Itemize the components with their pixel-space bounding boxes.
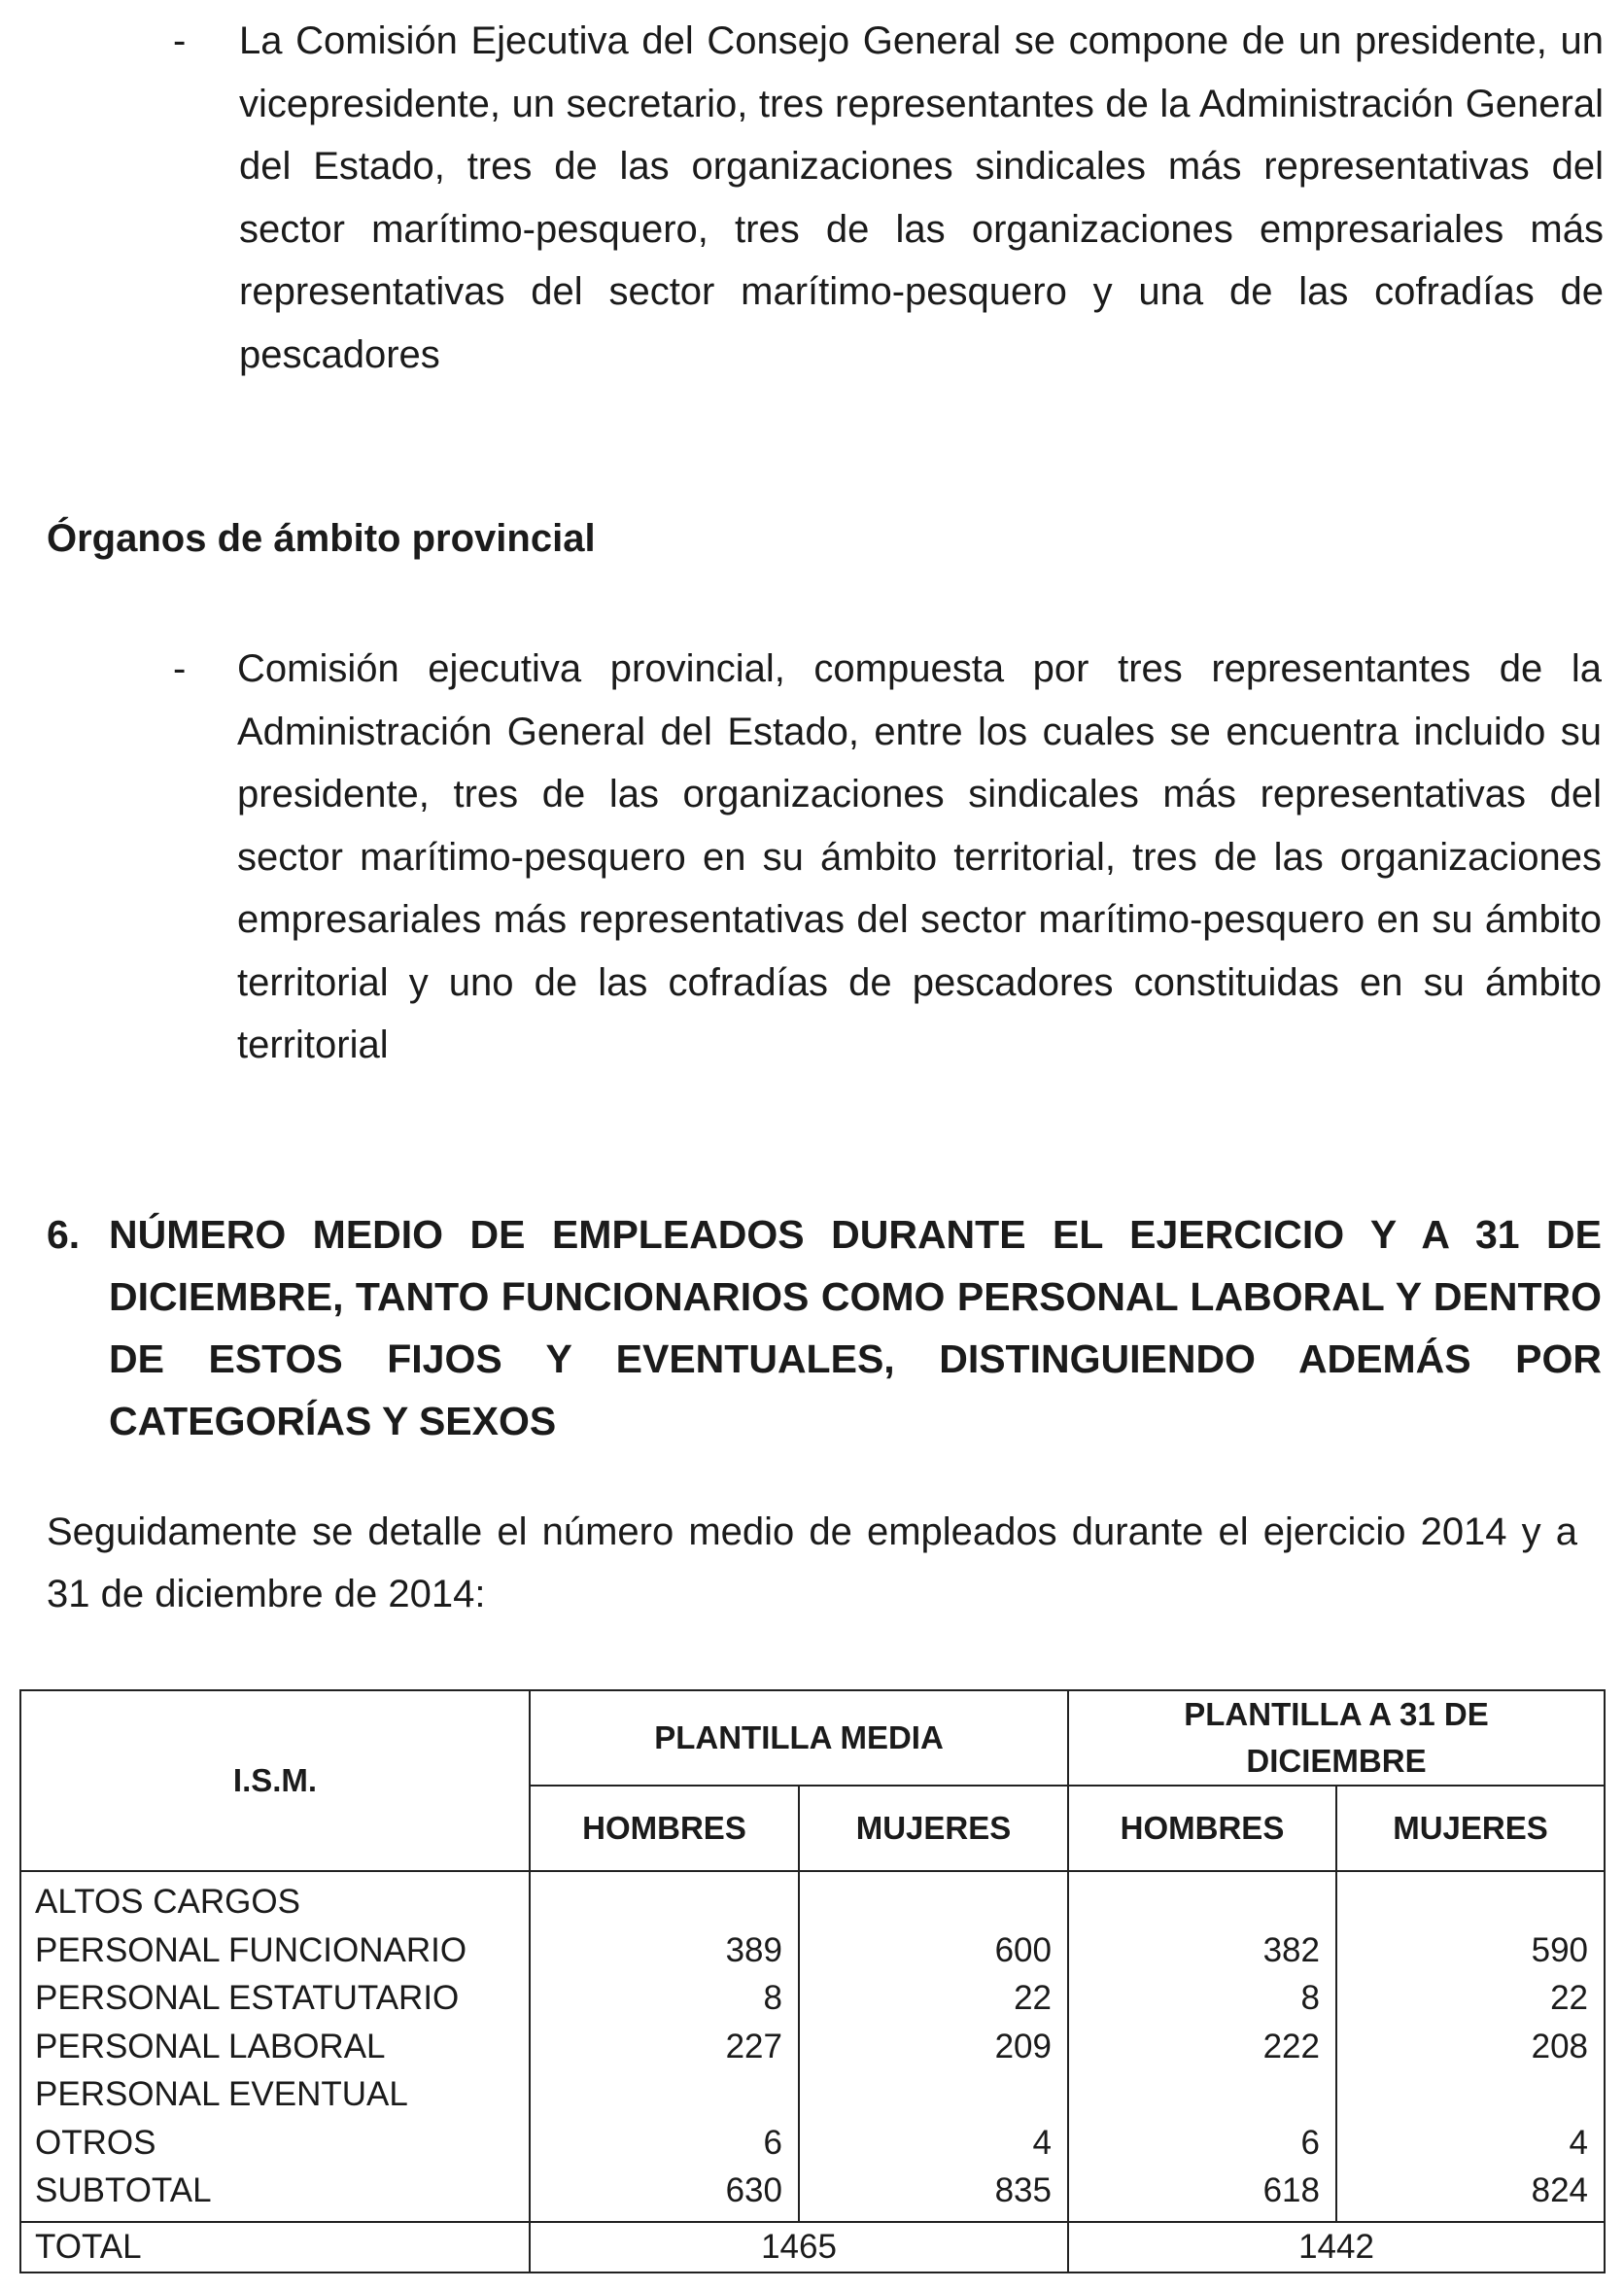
header-plantilla-dic: PLANTILLA A 31 DE DICIEMBRE	[1068, 1690, 1605, 1786]
section-heading-provincial: Órganos de ámbito provincial	[47, 517, 596, 560]
cell-value	[1069, 2070, 1320, 2119]
cell-value: 824	[1531, 2171, 1589, 2209]
row-label: SUBTOTAL	[35, 2171, 212, 2209]
cell-value	[1069, 1878, 1320, 1926]
header-plantilla-media: PLANTILLA MEDIA	[530, 1690, 1068, 1786]
row-label: PERSONAL ESTATUTARIO	[35, 1979, 460, 2017]
cell-value	[531, 2070, 782, 2119]
cell-value: 6	[1300, 2123, 1320, 2162]
cell-value: 4	[1569, 2123, 1589, 2162]
cell-value	[1337, 2070, 1588, 2119]
row-label: PERSONAL LABORAL	[35, 2027, 386, 2065]
total-dic: 1442	[1068, 2222, 1605, 2273]
header-dic-hombres: HOMBRES	[1068, 1786, 1336, 1871]
cell-value: 22	[1550, 1979, 1589, 2017]
col-media-hombres	[530, 1871, 799, 2222]
col-labels	[20, 1871, 530, 2222]
cell-value: 227	[725, 2027, 782, 2065]
bullet-dash: -	[173, 647, 187, 690]
cell-value: 8	[763, 1979, 782, 2017]
table-body-row	[20, 1871, 1605, 2222]
cell-value: 6	[763, 2123, 782, 2162]
cell-value	[800, 1878, 1052, 1926]
col-dic-hombres	[1068, 1871, 1336, 2222]
row-label: PERSONAL FUNCIONARIO	[35, 1930, 467, 1969]
cell-value: 22	[1014, 1979, 1052, 2017]
row-label: PERSONAL EVENTUAL	[35, 2075, 408, 2113]
total-label: TOTAL	[20, 2222, 530, 2273]
row-label: OTROS	[35, 2123, 156, 2162]
cell-value: 630	[725, 2171, 782, 2209]
cell-value: 8	[1300, 1979, 1320, 2017]
header-ism: I.S.M.	[20, 1690, 530, 1871]
section-title: NÚMERO MEDIO DE EMPLEADOS DURANTE EL EJERCICIO Y A 31 DE DICIEMBRE, TANTO FUNCIONARIOS COMO PERSONAL LABORAL Y DENTRO DE ESTOS FIJOS Y EVENTUALES, DISTINGUIENDO ADEMÁS POR CATEGORÍAS Y SEXOS	[109, 1212, 1602, 1443]
col-dic-mujeres	[1336, 1871, 1605, 2222]
row-label: ALTOS CARGOS	[35, 1883, 300, 1921]
bullet-text: Comisión ejecutiva provincial, compuesta por tres representantes de la Administración General del Estado, entre los cuales se encuentra incluido su presidente, tres de las organizaciones sindicales más representativas del sector marítimo-pesquero en su ámbito territorial, tres de las organizaciones empresariales más representativas del sector marítimo-pesquero en su ámbito territorial y uno de las cofradías de pescadores constituidas en su ámbito territorial	[237, 647, 1602, 1066]
bullet-text: La Comisión Ejecutiva del Consejo General se compone de un presidente, un vicepresidente, un secretario, tres representantes de la Administración General del Estado, tres de las organizaciones sindicales más representativas del sector marítimo-pesquero, tres de las organizaciones empresariales más representativas del sector marítimo-pesquero y una de las cofradías de pescadores	[239, 19, 1604, 376]
cell-value: 222	[1262, 2027, 1320, 2065]
header-dic-mujeres: MUJERES	[1336, 1786, 1605, 1871]
table-total-row	[20, 2222, 1605, 2273]
cell-value: 209	[994, 2027, 1052, 2065]
total-media: 1465	[530, 2222, 1068, 2273]
cell-value: 590	[1531, 1930, 1589, 1969]
cell-value: 835	[994, 2171, 1052, 2209]
cell-value: 618	[1262, 2171, 1320, 2209]
header-media-mujeres: MUJERES	[799, 1786, 1068, 1871]
header-media-hombres: HOMBRES	[530, 1786, 799, 1871]
cell-value: 389	[725, 1930, 782, 1969]
cell-value: 600	[994, 1930, 1052, 1969]
cell-value	[531, 1878, 782, 1926]
col-media-mujeres	[799, 1871, 1068, 2222]
intro-paragraph: Seguidamente se detalle el número medio de empleados durante el ejercicio 2014 y a 31 de diciembre de 2014:	[47, 1510, 1577, 1615]
cell-value	[1337, 1878, 1588, 1926]
cell-value: 208	[1531, 2027, 1589, 2065]
employees-table	[19, 1689, 1606, 2273]
cell-value: 382	[1262, 1930, 1320, 1969]
cell-value	[800, 2070, 1052, 2119]
table-header-row	[20, 1690, 1605, 1786]
bullet-dash: -	[173, 19, 187, 62]
cell-value: 4	[1032, 2123, 1052, 2162]
section-number: 6.	[47, 1212, 81, 1257]
